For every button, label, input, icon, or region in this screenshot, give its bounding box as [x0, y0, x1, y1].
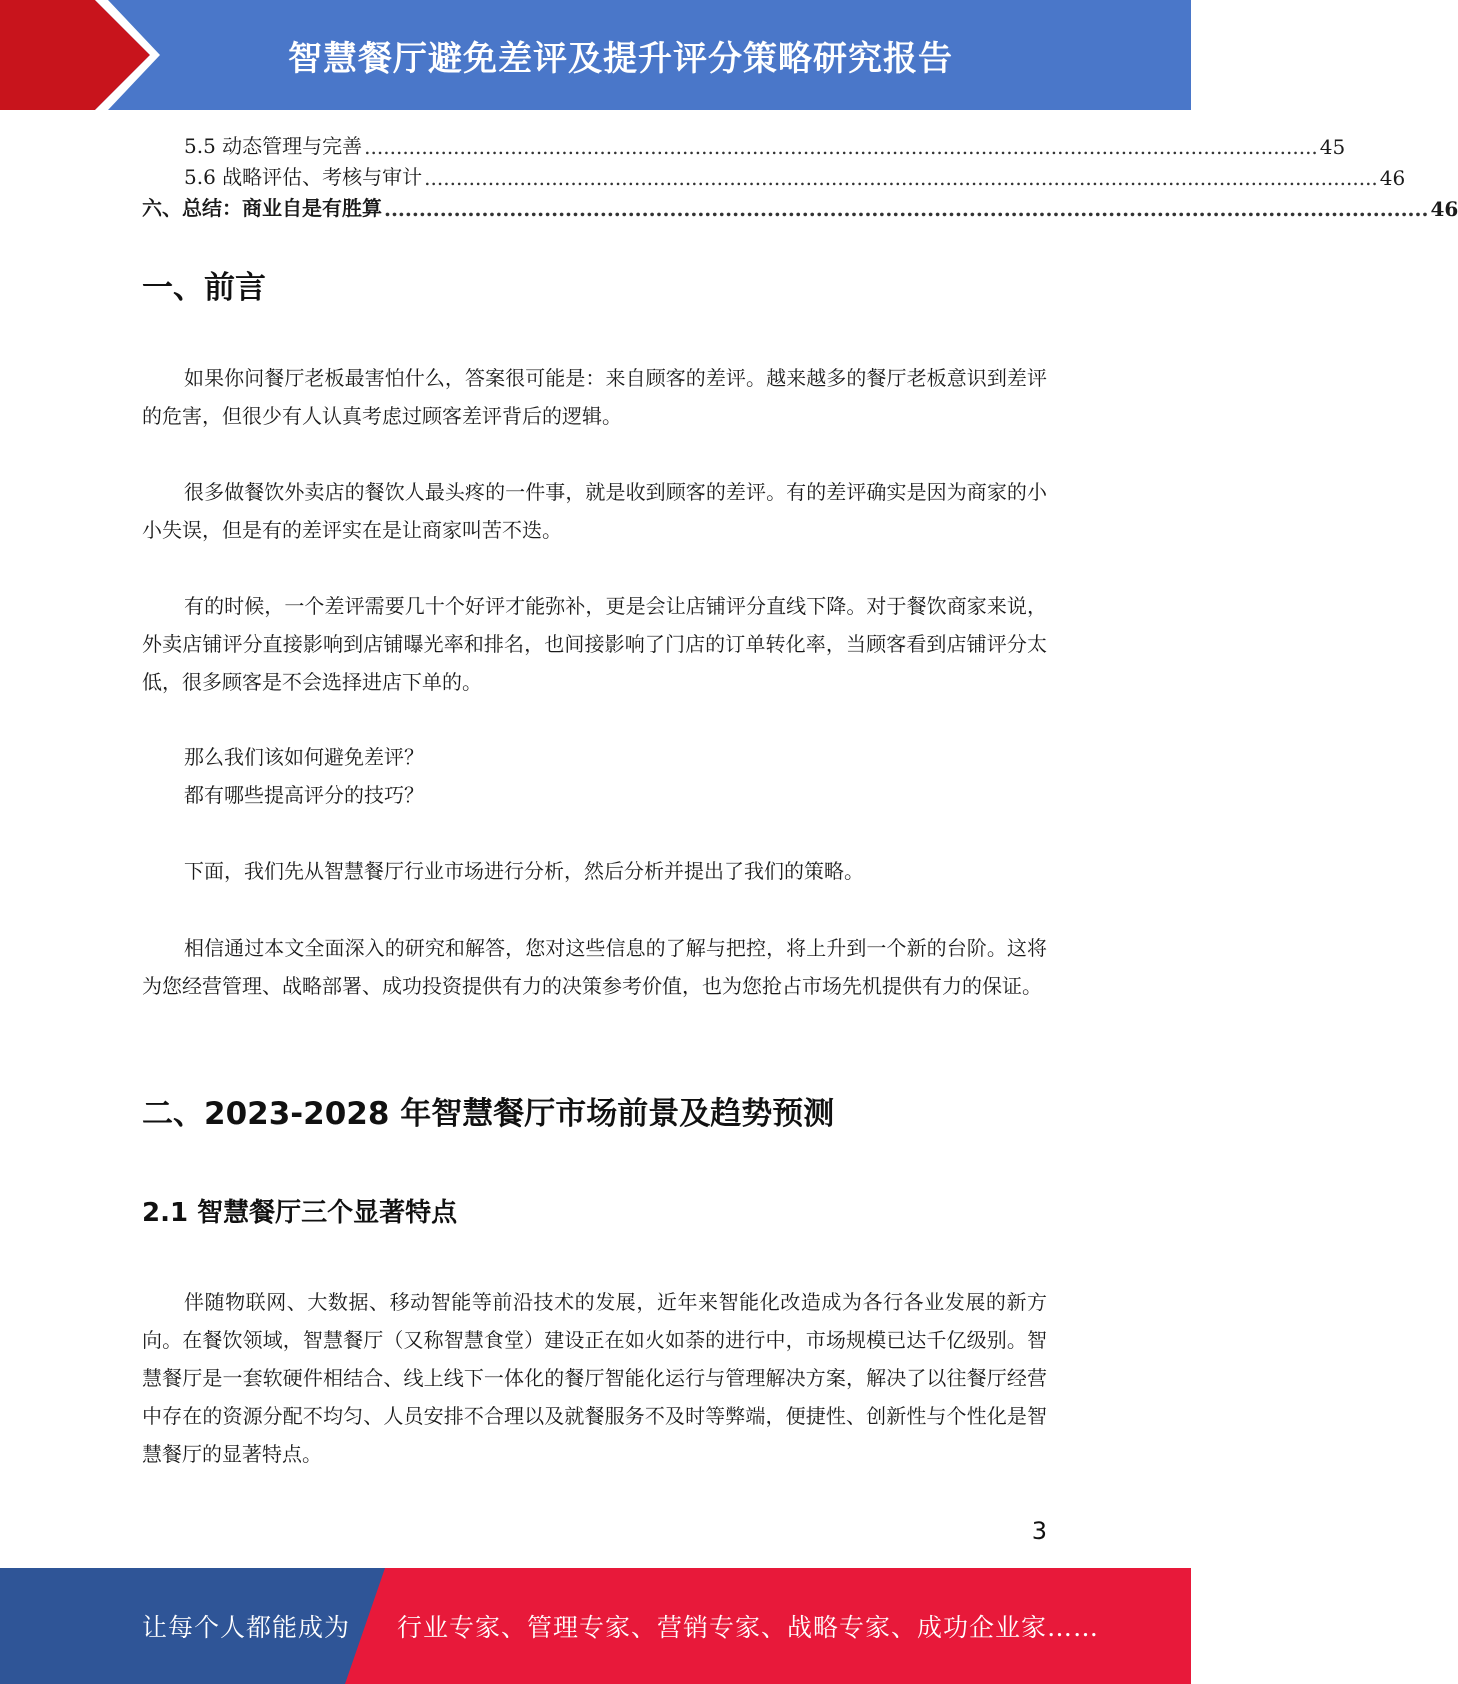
body-paragraph: 很多做餐饮外卖店的餐饮人最头疼的一件事，就是收到顾客的差评。有的差评确实是因为商家的小小失误，但是有的差评实在是让商家叫苦不迭。	[142, 480, 1047, 542]
table-of-contents	[142, 128, 1458, 221]
toc-entry[interactable]	[142, 159, 1406, 190]
toc-entry-label: 5.5 动态管理与完善	[184, 134, 363, 158]
body-paragraph: 如果你问餐厅老板最害怕什么，答案很可能是：来自顾客的差评。越来越多的餐厅老板意识到差评的危害，但很少有人认真考虑过顾客差评背后的逻辑。	[142, 366, 1047, 428]
footer-slogan-roles: 行业专家、管理专家、营销专家、战略专家、成功企业家……	[397, 1613, 1100, 1642]
subsection-heading: 2.1 智慧餐厅三个显著特点	[142, 1198, 458, 1228]
section-heading-preface: 一、前言	[142, 270, 266, 306]
header-band	[0, 0, 1191, 110]
toc-entry-page: 46	[1379, 166, 1406, 190]
toc-entry-page: 45	[1319, 135, 1346, 159]
toc-entry[interactable]	[142, 190, 1458, 221]
toc-entry[interactable]	[142, 128, 1346, 159]
report-title: 智慧餐厅避免差评及提升评分策略研究报告	[288, 38, 953, 79]
body-paragraph: 相信通过本文全面深入的研究和解答，您对这些信息的了解与把控，将上升到一个新的台阶。这将为您经营管理、战略部署、成功投资提供有力的决策参考价值，也为您抢占市场先机提供有力的保证。	[142, 936, 1047, 998]
toc-entry-page: 46	[1430, 197, 1458, 221]
body-paragraph: 都有哪些提高评分的技巧？	[184, 783, 424, 807]
toc-dot-leader: ......................................................................................................................................................	[364, 135, 1318, 159]
footer-slogan-lead: 让每个人都能成为	[142, 1613, 351, 1642]
toc-dot-leader: ......................................................................................................................................................	[424, 166, 1378, 190]
red-chevron-decoration	[0, 0, 160, 110]
toc-dot-leader: ......................................................................................................................................................	[384, 197, 1429, 221]
section-heading-market-outlook: 二、2023-2028 年智慧餐厅市场前景及趋势预测	[142, 1096, 835, 1132]
page-number: 3	[1031, 1517, 1047, 1545]
toc-entry-label: 六、总结：商业自是有胜算	[142, 196, 382, 220]
body-paragraph: 下面，我们先从智慧餐厅行业市场进行分析，然后分析并提出了我们的策略。	[184, 859, 864, 883]
body-paragraph: 有的时候，一个差评需要几十个好评才能弥补，更是会让店铺评分直线下降。对于餐饮商家来说，外卖店铺评分直接影响到店铺曝光率和排名，也间接影响了门店的订单转化率，当顾客看到店铺评分太低，很多顾客是不会选择进店下单的。	[142, 594, 1047, 694]
toc-entry-label: 5.6 战略评估、考核与审计	[184, 165, 423, 189]
footer-band	[0, 1568, 1191, 1684]
body-paragraph: 那么我们该如何避免差评？	[184, 745, 424, 769]
body-paragraph: 伴随物联网、大数据、移动智能等前沿技术的发展，近年来智能化改造成为各行各业发展的新方向。在餐饮领域，智慧餐厅（又称智慧食堂）建设正在如火如荼的进行中，市场规模已达千亿级别。智慧餐厅是一套软硬件相结合、线上线下一体化的餐厅智能化运行与管理解决方案，解决了以往餐厅经营中存在的资源分配不均匀、人员安排不合理以及就餐服务不及时等弊端，便捷性、创新性与个性化是智慧餐厅的显著特点。	[142, 1290, 1047, 1466]
